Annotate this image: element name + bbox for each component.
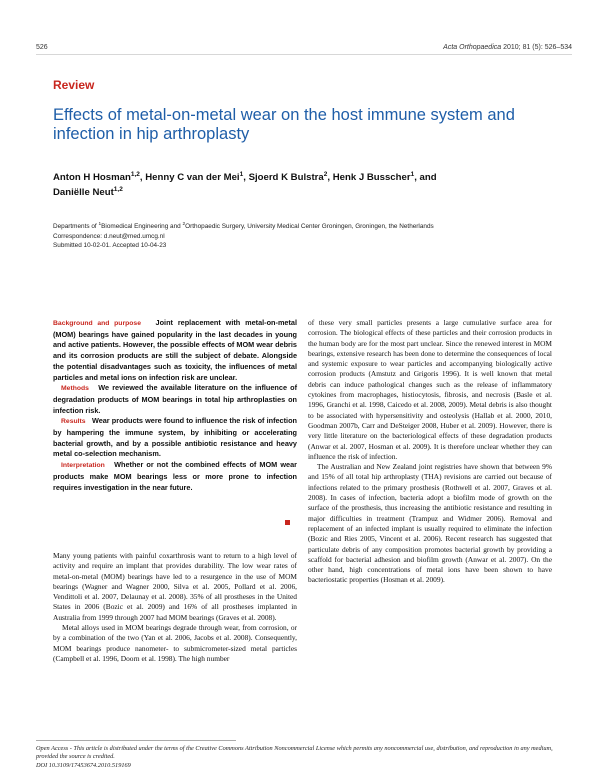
abstract-background: Background and purpose Joint replacement with metal-on-metal (MOM) bearings have gained popularity in the last decades in young and active patients. However, the possible effects of MOM wear debris and its corrosion products are still the subject of debate. Alongside the potential disadvantages such as toxicity, the influences of metal particles and metal ions on infection risk are unclear. — [53, 318, 298, 382]
abstract-end-square-icon — [285, 520, 290, 525]
article-title: Effects of metal-on-metal wear on the host immune system and infection in hip arthroplasty — [53, 106, 515, 143]
author[interactable]: Sjoerd K Bulstra$^2$ — [248, 170, 328, 183]
results-label: Results — [61, 418, 86, 426]
submission-dates: Submitted 10-02-01. Accepted 10-04-23 — [53, 242, 167, 249]
page-number: 526 — [36, 44, 48, 51]
interpretation-label: Interpretation — [61, 462, 105, 470]
abstract-interpretation: Interpretation Whether or not the combined effects of MOM wear products make MOM bearings less or more prone to infection requires investigation in the near future. — [53, 460, 297, 492]
footer — [36, 745, 556, 770]
abstract-methods: Methods We reviewed the available literature on the influence of degradation products of MOM bearings in total hip arthroplasties on infection risk. — [53, 383, 297, 415]
abstract-results: Results Wear products were found to influence the risk of infection by hampering the immune system, by inhibiting or accelerating bacterial growth, and by a possible antibiotic resistance and heavy metal co-selection mechanism. — [53, 416, 297, 459]
methods-label: Methods — [61, 385, 89, 393]
citation: 2010; 81 (5): 526–534 — [503, 44, 572, 51]
background-label: Background and purpose — [53, 320, 141, 327]
body-column-left — [53, 551, 297, 664]
body-paragraph: The Australian and New Zealand joint registries have shown that between 9% and 15% of all total hip arthroplasty (THA) revisions are carried out because of infections related to the primary prosthesis (Rothwell et al. 2007, Graves et al. 2008). In cases of infection, bacteria adopt a biofilm mode of growth on the surface of the prosthesis, thus increasing the antibiotic resistance and resulting in major difficulties in treatment (Trampuz and Widmer 2006). Removal and replacement of an infected implant is usually required to eliminate the infection (Bozic and Ries 2005, Vincent et al. 2006). Recent research has suggested that particulate debris of any composition promotes bacterial growth by providing a scaffold for bacterial adhesion and biofilm growth (Anwar et al. 2007). On the other hand, high concentrations of metal ions have been shown to have bacteriostatic properties (Hosman et al. 2009). — [308, 462, 552, 585]
author[interactable]: Anton H Hosman$^{1,2}$ — [53, 170, 140, 183]
license-note: Open Access - This article is distributed under the terms of the Creative Commons Attribution Noncommercial License which permits any noncommercial use, distribution, and reproduction in any medium, provided the source is credited. — [36, 745, 553, 761]
header-rule — [36, 54, 572, 55]
correspondence[interactable]: Correspondence: d.neut@med.umcg.nl — [53, 232, 165, 240]
section-label: Review — [53, 78, 95, 92]
journal-name: Acta Orthopaedica — [443, 44, 502, 51]
body-column-right — [308, 318, 552, 586]
journal-citation — [443, 44, 572, 51]
doi[interactable]: DOI 10.3109/17453674.2010.519169 — [36, 761, 131, 769]
body-paragraph: Many young patients with painful coxarthrosis want to return to a high level of activity and require an implant that provides durability. The low wear rates of metal-on-metal (MOM) bearings have led to a resurgence in the use of MOM bearings (Wagner and Wagner 2000, Silva et al. 2005, Pollard et al. 2006, Vendittoli et al. 2007, Delaunay et al. 2008). 35% of all prostheses in the United States in 2006 (Bozic et al. 2009) and 16% of all prostheses implanted in Australia from 1999 through 2007 had MOM bearings (Graves et al. 2008). — [53, 551, 297, 622]
affiliation-block — [53, 222, 573, 251]
footer-rule — [36, 740, 236, 741]
author[interactable]: Henk J Busscher$^1$ — [332, 170, 415, 183]
body-paragraph: Metal alloys used in MOM bearings degrade through wear, from corrosion, or by a combination of the two (Yan et al. 2006, Jacobs et al. 2008). Consequently, MOM bearings produce nanometer- to submicrometer-sized metal particles (Campbell et al. 1996, Doorn et al. 1998). The high number — [53, 623, 297, 663]
author[interactable]: Daniëlle Neut$^{1,2}$ — [53, 185, 123, 198]
affiliation: Departments of $^1$Biomedical Engineering and $^2$Orthopaedic Surgery, University Medical Center Groningen, Groningen, the Netherlands — [53, 221, 434, 230]
author[interactable]: Henny C van der Mei$^1$ — [145, 170, 244, 183]
abstract — [53, 318, 297, 493]
body-paragraph: of these very small particles presents a large cumulative surface area for corrosion. The biological effects of these particles and their corrosion products in the human body are for the most part unclear. Since the renewed interest in MOM bearings, extensive research has been done to determine the consequences of local and systemic exposure to wear particles and accompanying biologically active corrosion products (Amstutz and Grigoris 1996). It is well known that metal debris can induce pathological changes such as the release of inflammatory cytokines from macrophages, histiocytosis, fibrosis, and necrosis (Basle et al. 1996, Granchi et al. 1998, Caicedo et al. 2008, 2009). Metal debris is also thought to be associated with hypersensitivity and osteolysis (Hallab et al. 2000, 2010, Goodman 2007b, Carr and DeSteiger 2008, Huber et al. 2009). However, there is very little literature on the bacteriological effects of these degradation products (Anwar et al. 2007, Hosman et al. 2009). It is therefore unclear whether they can influence the risk of infection. — [308, 318, 552, 461]
author-list: Anton H Hosman$^{1,2}$, Henny C van der Mei$^1$, Sjoerd K Bulstra$^2$, Henk J Busscher$^1$, and Daniëlle Neut$^{1,2}$ — [53, 170, 437, 198]
